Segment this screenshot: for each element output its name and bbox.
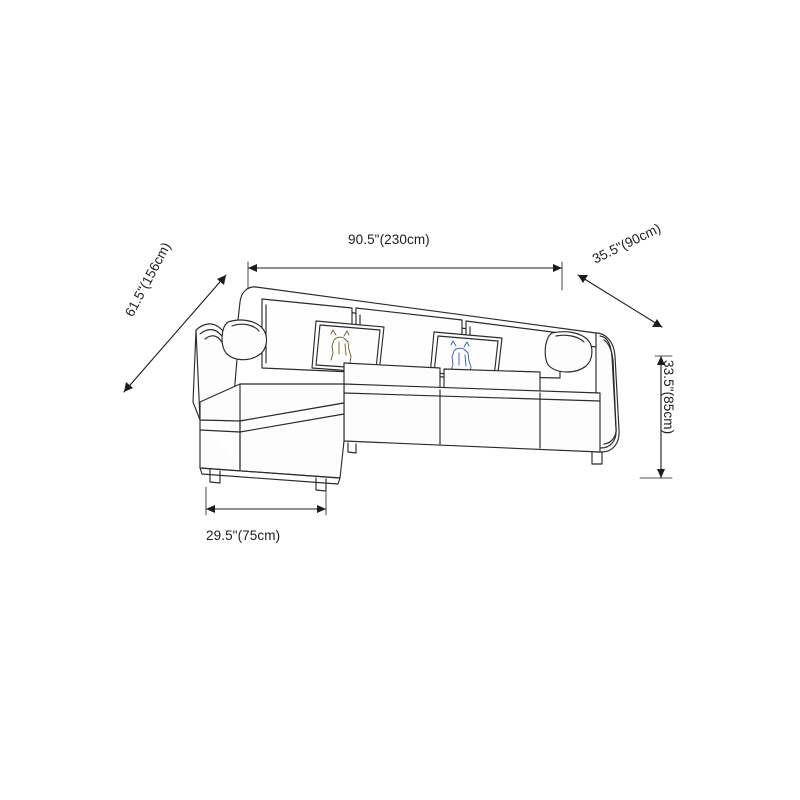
dimension-label-height: 33.5"(85cm): [661, 360, 676, 435]
dimension-label-depth-left: 61.5"(156cm): [122, 239, 174, 320]
dimension-label-width: 90.5"(230cm): [348, 232, 430, 247]
dimension-line-depth-right: [578, 275, 662, 327]
sofa-illustration: [193, 287, 619, 491]
dimension-label-depth-right: 35.5"(90cm): [590, 220, 664, 267]
dimension-label-chaise-width: 29.5"(75cm): [206, 528, 281, 543]
